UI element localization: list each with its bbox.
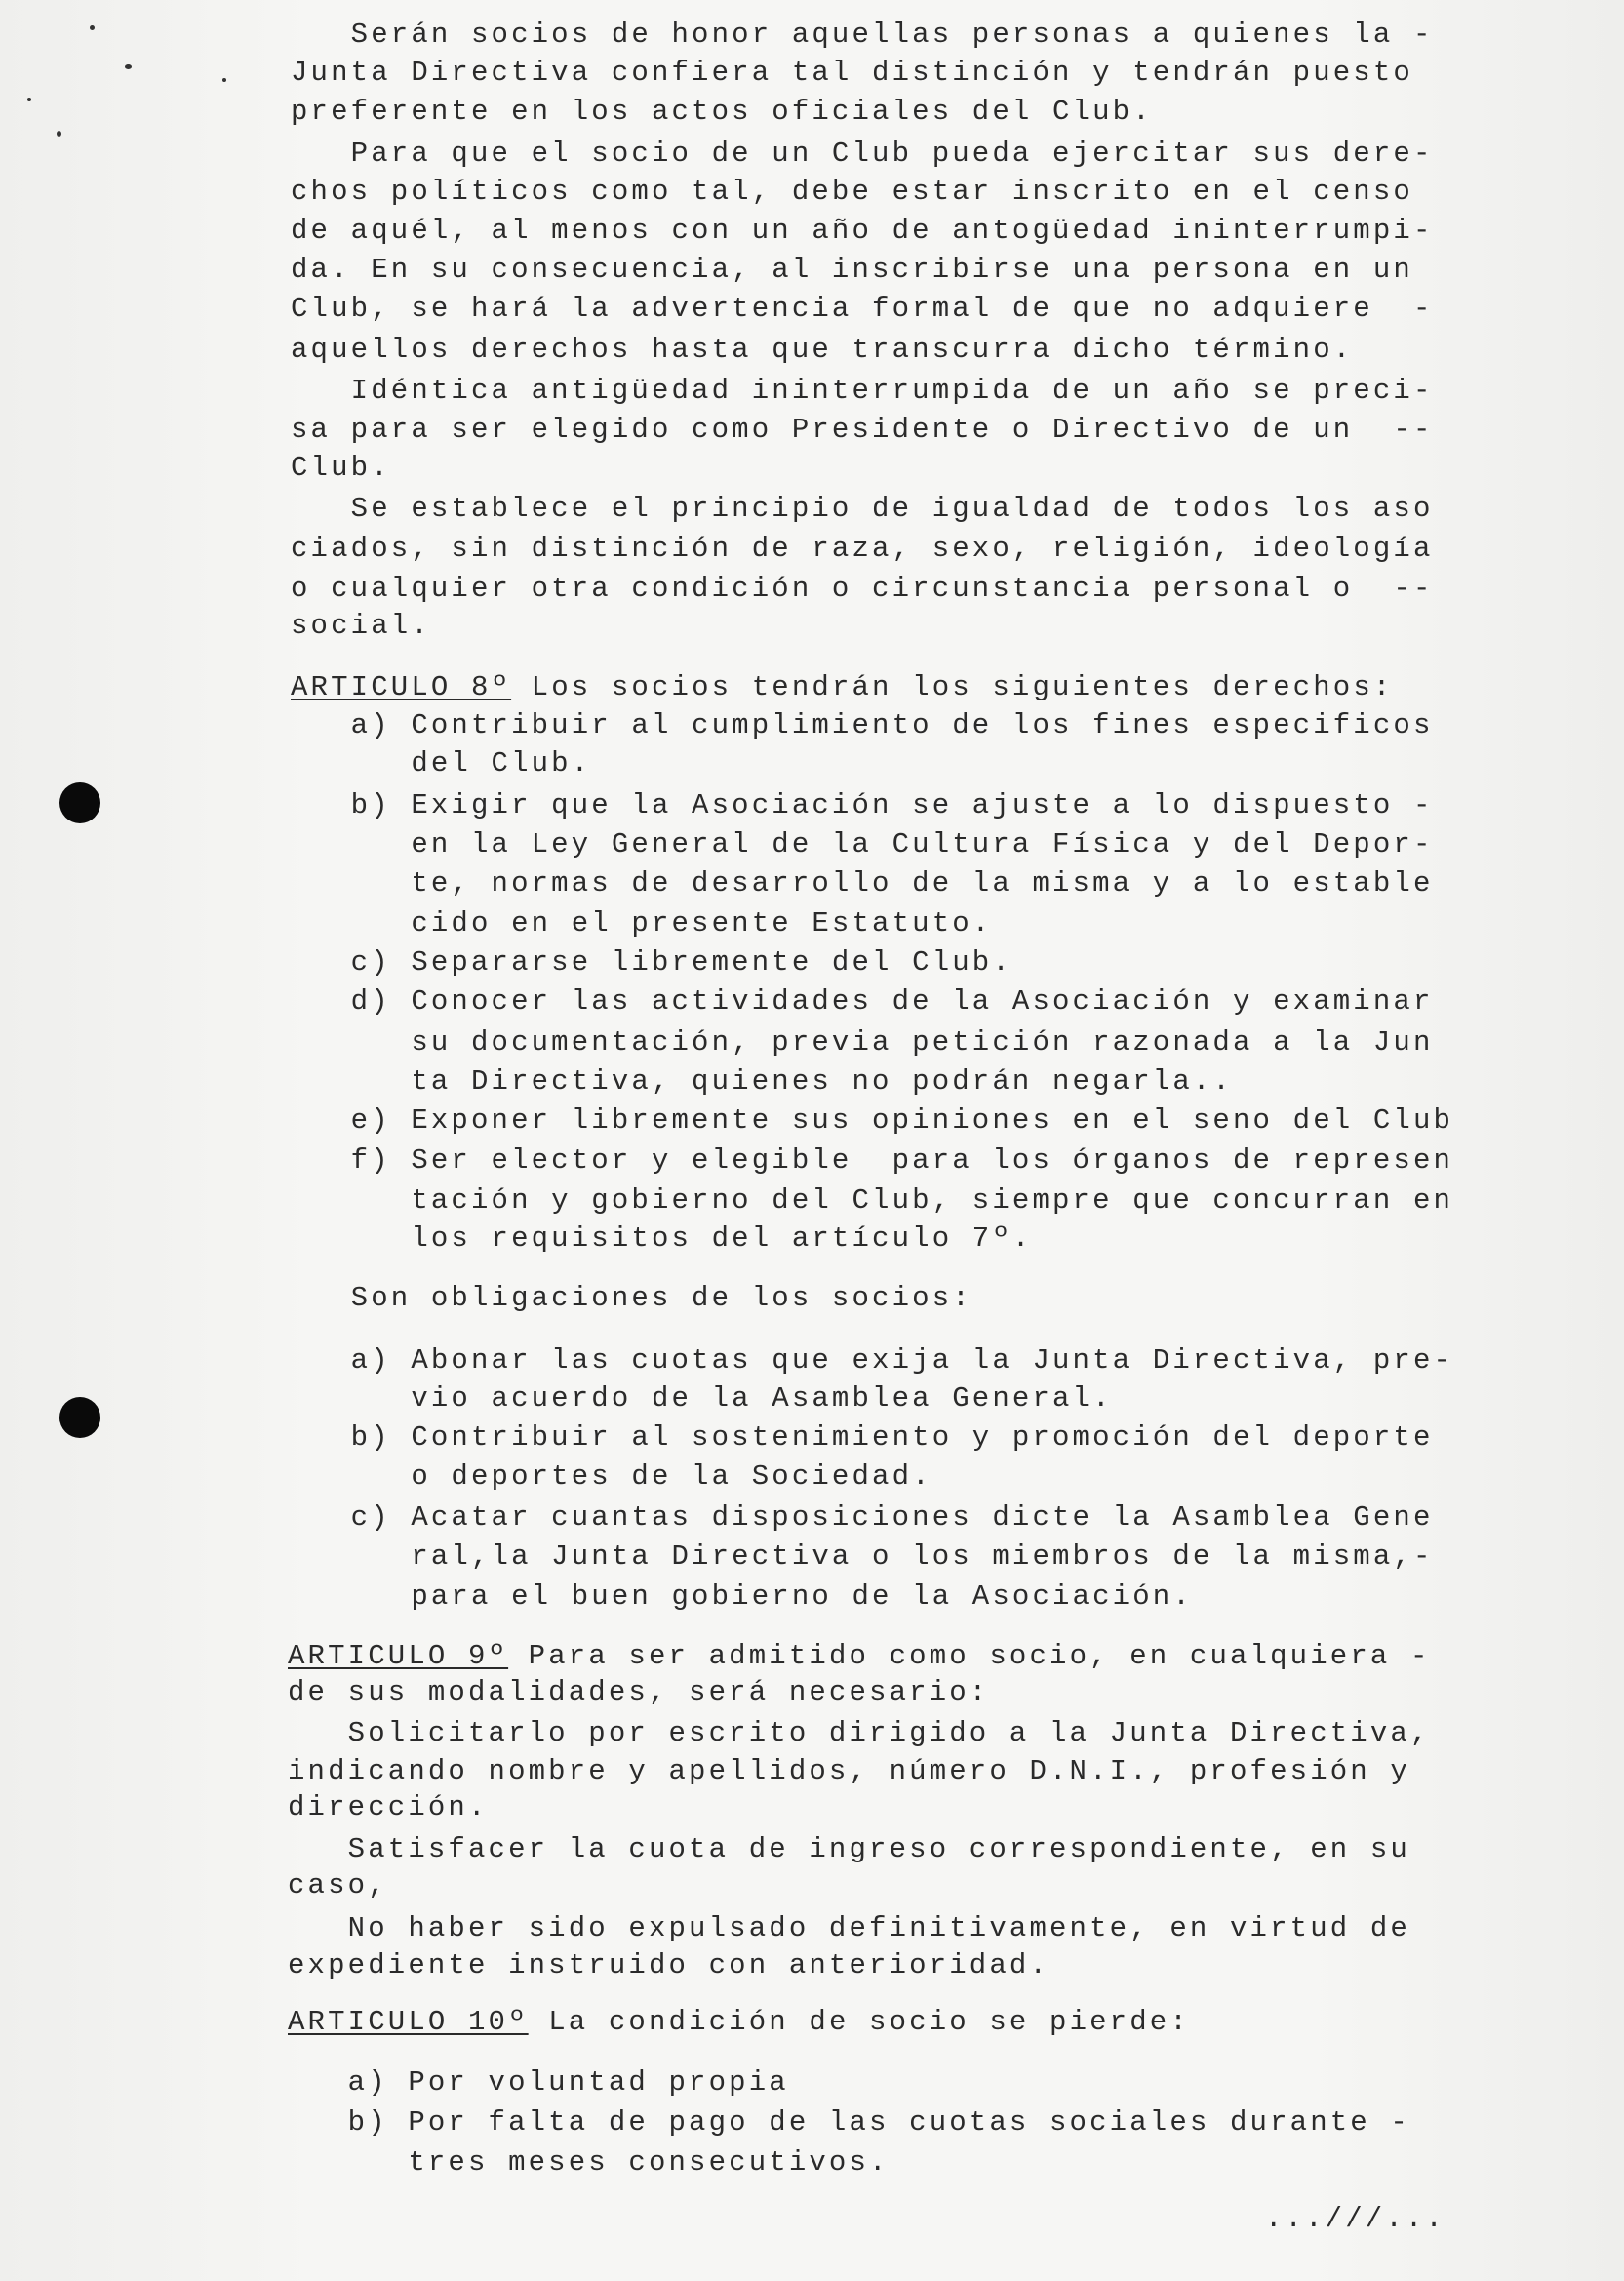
list-item: b) Contribuir al sostenimiento y promoción del deporte [291,1421,1434,1454]
text-line: de aquél, al menos con un año de antogüedad ininterrumpi- [291,215,1434,247]
list-item: f) Ser elector y elegible para los órganos de represen [291,1144,1454,1177]
text-line: su documentación, previa petición razonada a la Jun [291,1026,1434,1059]
text-line: Satisfacer la cuota de ingreso correspondiente, en su [288,1833,1410,1865]
article-9-heading: ARTICULO 9º [288,1640,509,1672]
text-line: Para ser admitido como socio, en cualquiera - [528,1640,1431,1672]
speck [57,131,61,137]
article-8-heading: ARTICULO 8º [291,671,512,703]
speck [90,25,95,30]
article-10-line [288,2006,1190,2039]
speck [125,64,132,69]
text-line: No haber sido expulsado definitivamente, en virtud de [288,1912,1410,1944]
text-line: del Club. [291,747,592,780]
list-item: b) Exigir que la Asociación se ajuste a lo dispuesto - [291,789,1434,821]
text-line: chos políticos como tal, debe estar inscrito en el censo [291,176,1413,208]
list-item: a) Por voluntad propia [288,2066,789,2099]
text-line: cido en el presente Estatuto. [291,907,993,940]
speck [222,78,226,82]
text-line: vio acuerdo de la Asamblea General. [291,1382,1113,1415]
text-line: La condición de socio se pierde: [548,2006,1190,2038]
article-9-line [288,1640,1431,1673]
text-line: Club. [291,452,391,484]
text-line: en la Ley General de la Cultura Física y del Depor- [291,828,1434,860]
text-line: Solicitarlo por escrito dirigido a la Junta Directiva, [288,1717,1431,1749]
text-line: Club, se hará la advertencia formal de que no adquiere - [291,293,1434,325]
text-line: o cualquier otra condición o circunstancia personal o -- [291,573,1434,605]
text-line: indicando nombre y apellidos, número D.N.I., profesión y [288,1755,1410,1787]
text-line: tres meses consecutivos. [288,2146,890,2179]
list-item: a) Contribuir al cumplimiento de los fines especificos [291,709,1434,741]
text-line: aquellos derechos hasta que transcurra dicho término. [291,334,1354,366]
text-line: Son obligaciones de los socios: [291,1282,972,1314]
list-item: c) Separarse libremente del Club. [291,946,1012,979]
text-line: Los socios tendrán los siguientes derechos: [531,671,1394,703]
text-line: Idéntica antigüedad ininterrumpida de un año se preci- [291,375,1434,407]
text-line: Serán socios de honor aquellas personas a quienes la - [291,19,1434,51]
text-line: Se establece el principio de igualdad de todos los aso [291,493,1434,525]
text-line: expediente instruido con anterioridad. [288,1949,1050,1981]
list-item: a) Abonar las cuotas que exija la Junta Directiva, pre- [291,1344,1454,1377]
continuation-mark: ...///... [1265,2203,1446,2235]
text-line: sa para ser elegido como Presidente o Directivo de un -- [291,414,1434,446]
article-8-line [291,671,1393,704]
text-line: caso, [288,1869,388,1901]
speck [27,98,31,101]
text-line: te, normas de desarrollo de la misma y a lo estable [291,867,1434,900]
text-line: preferente en los actos oficiales del Club. [291,96,1153,128]
list-item: d) Conocer las actividades de la Asociación y examinar [291,985,1434,1018]
text-line: dirección. [288,1791,489,1823]
text-line: de sus modalidades, será necesario: [288,1676,990,1708]
text-line: para el buen gobierno de la Asociación. [291,1581,1193,1613]
list-item: b) Por falta de pago de las cuotas sociales durante - [288,2106,1410,2139]
text-line: ciados, sin distinción de raza, sexo, religión, ideología [291,533,1434,565]
text-line: ral,la Junta Directiva o los miembros de la misma,- [291,1541,1434,1573]
text-line: tación y gobierno del Club, siempre que concurran en [291,1184,1454,1217]
text-line: Junta Directiva confiera tal distinción y tendrán puesto [291,57,1413,89]
text-line: da. En su consecuencia, al inscribirse una persona en un [291,254,1413,286]
punch-hole [59,782,100,823]
text-line: o deportes de la Sociedad. [291,1461,932,1493]
text-line: los requisitos del artículo 7º. [291,1222,1033,1255]
text-line: ta Directiva, quienes no podrán negarla.. [291,1065,1233,1098]
article-10-heading: ARTICULO 10º [288,2006,529,2038]
text-line: Para que el socio de un Club pueda ejercitar sus dere- [291,138,1434,170]
list-item: c) Acatar cuantas disposiciones dicte la Asamblea Gene [291,1501,1434,1534]
punch-hole [59,1397,100,1438]
text-line: social. [291,610,431,642]
list-item: e) Exponer libremente sus opiniones en el seno del Club [291,1104,1454,1137]
